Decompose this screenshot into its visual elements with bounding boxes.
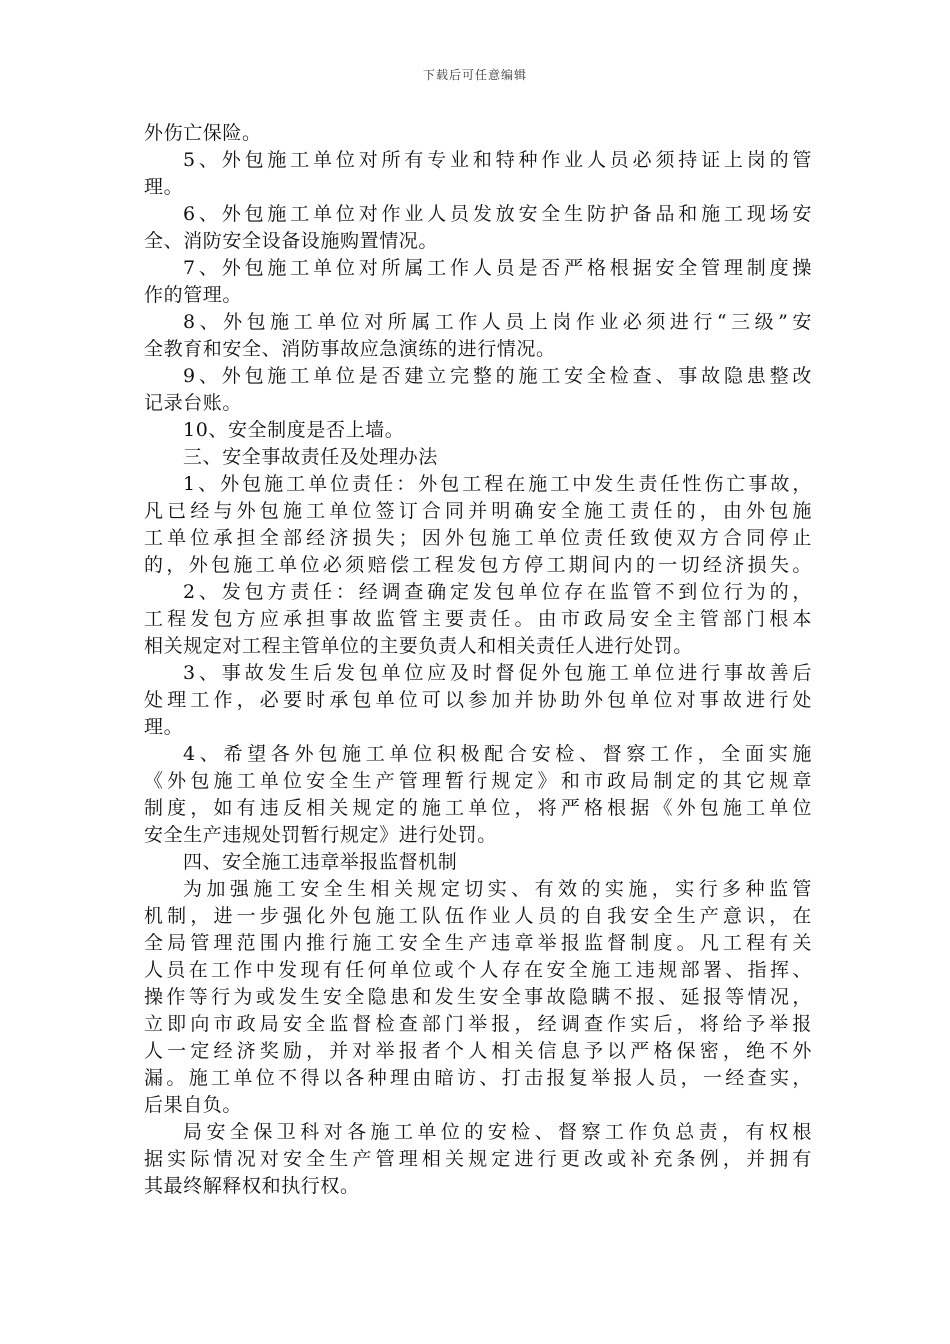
- text-line: 三、安全事故责任及处理办法: [183, 446, 438, 468]
- text-line: 理。: [144, 716, 184, 738]
- text-line: 相关规定对工程主管单位的主要负责人和相关责任人进行处罚。: [144, 635, 693, 657]
- text-line: 人一定经济奖励，并对举报者个人相关信息予以严格保密，绝不外: [144, 1040, 812, 1062]
- text-line: 《外包施工单位安全生产管理暂行规定》和市政局制定的其它规章: [144, 770, 812, 792]
- text-line: 局安全保卫科对各施工单位的安检、督察工作负总责，有权根: [183, 1121, 812, 1143]
- document-body: [144, 120, 812, 1200]
- text-line: 的，外包施工单位必须赔偿工程发包方停工期间内的一切经济损失。: [144, 554, 812, 576]
- text-line: 2、发包方责任：经调查确定发包单位存在监管不到位行为的，: [183, 581, 812, 603]
- text-line: 操作等行为或发生安全隐患和发生安全事故隐瞒不报、延报等情况，: [144, 986, 812, 1008]
- text-line: 1、外包施工单位责任：外包工程在施工中发生责任性伤亡事故，: [183, 473, 812, 495]
- text-line: 立即向市政局安全监督检查部门举报，经调查作实后，将给予举报: [144, 1013, 812, 1035]
- text-line: 其最终解释权和执行权。: [144, 1175, 360, 1197]
- text-line: 据实际情况对安全生产管理相关规定进行更改或补充条例，并拥有: [144, 1148, 812, 1170]
- text-line: 3、事故发生后发包单位应及时督促外包施工单位进行事故善后: [183, 662, 812, 684]
- text-line: 8、外包施工单位对所属工作人员上岗作业必须进行“三级”安: [183, 311, 812, 333]
- text-line: 制度，如有违反相关规定的施工单位，将严格根据《外包施工单位: [144, 797, 812, 819]
- text-line: 安全生产违规处罚暂行规定》进行处罚。: [144, 824, 497, 846]
- text-line: 记录台账。: [144, 392, 243, 414]
- text-line: 6、外包施工单位对作业人员发放安全生防护备品和施工现场安: [183, 203, 812, 225]
- text-line: 全局管理范围内推行施工安全生产违章举报监督制度。凡工程有关: [144, 932, 812, 954]
- text-line: 5、外包施工单位对所有专业和特种作业人员必须持证上岗的管: [183, 149, 812, 171]
- text-line: 外伤亡保险。: [144, 122, 262, 144]
- text-line: 人员在工作中发现有任何单位或个人存在安全施工违规部署、指挥、: [144, 959, 812, 981]
- page-header: 下载后可任意编辑: [422, 68, 527, 82]
- text-line: 全教育和安全、消防事故应急演练的进行情况。: [144, 338, 556, 360]
- text-line: 后果自负。: [144, 1094, 243, 1116]
- text-line: 7、外包施工单位对所属工作人员是否严格根据安全管理制度操: [183, 257, 812, 279]
- text-line: 为加强施工安全生相关规定切实、有效的实施，实行多种监管: [183, 878, 812, 900]
- text-line: 4、希望各外包施工单位积极配合安检、督察工作，全面实施: [183, 743, 812, 765]
- text-line: 漏。施工单位不得以各种理由暗访、打击报复举报人员，一经查实，: [144, 1067, 812, 1089]
- text-line: 凡已经与外包施工单位签订合同并明确安全施工责任的，由外包施: [144, 500, 812, 522]
- text-line: 9、外包施工单位是否建立完整的施工安全检查、事故隐患整改: [183, 365, 812, 387]
- text-line: 工单位承担全部经济损失；因外包施工单位责任致使双方合同停止: [144, 527, 812, 549]
- text-line: 作的管理。: [144, 284, 243, 306]
- text-line: 处理工作，必要时承包单位可以参加并协助外包单位对事故进行处: [144, 689, 812, 711]
- text-line: 10、安全制度是否上墙。: [183, 419, 405, 441]
- text-line: 理。: [144, 176, 184, 198]
- text-line: 工程发包方应承担事故监管主要责任。由市政局安全主管部门根本: [144, 608, 812, 630]
- text-line: 全、消防安全设备设施购置情况。: [144, 230, 439, 252]
- text-line: 机制，进一步强化外包施工队伍作业人员的自我安全生产意识，在: [144, 905, 812, 927]
- text-line: 四、安全施工违章举报监督机制: [183, 851, 458, 873]
